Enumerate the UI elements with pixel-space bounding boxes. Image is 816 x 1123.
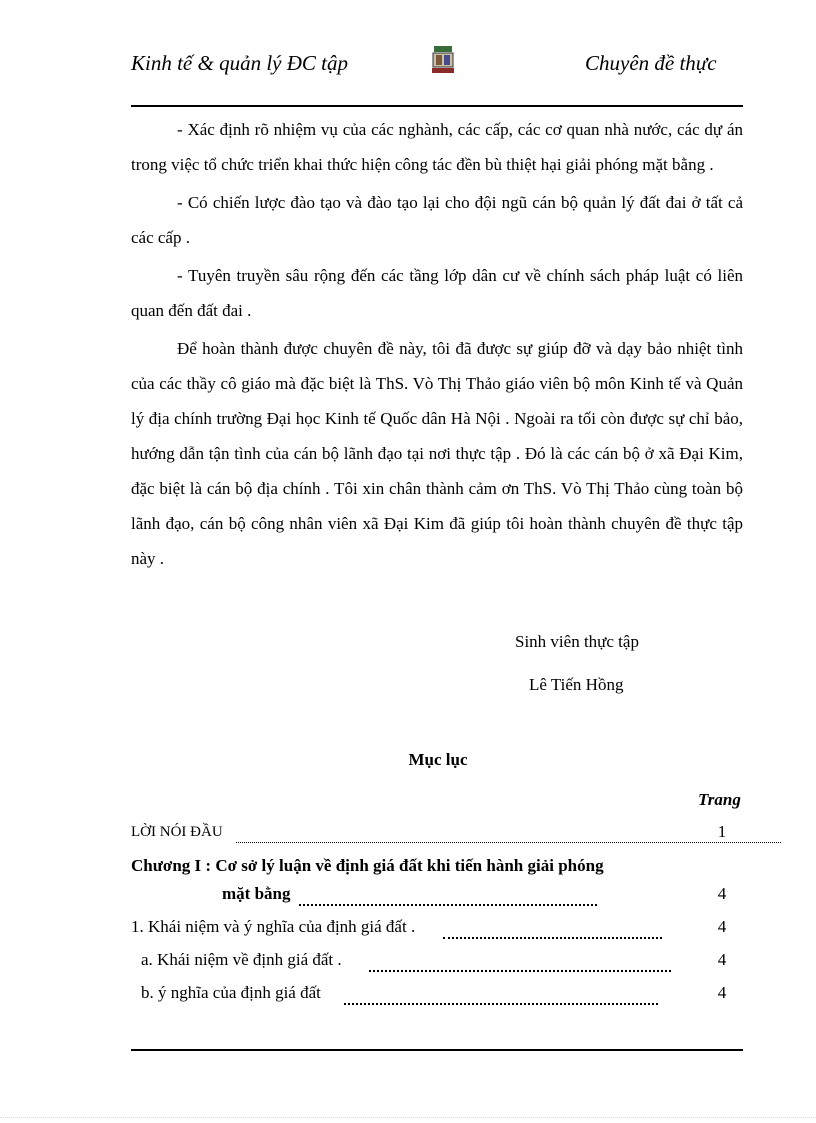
toc-leader-dots <box>299 884 597 906</box>
toc-entry-page: 4 <box>717 884 727 903</box>
header-rule <box>131 105 743 107</box>
toc-entry <box>131 856 743 880</box>
toc-entry <box>131 983 743 1007</box>
toc-leader-dots <box>236 822 781 843</box>
body-paragraph: - Xác định rõ nhiệm vụ của các nghành, các cấp, các cơ quan nhà nước, các dự án trong việc tổ chức triển khai thức hiện công tác đền bù thiệt hại giải phóng mặt bằng . <box>131 120 743 174</box>
toc-entry-page: 4 <box>717 917 727 936</box>
toc-entry-label: a. Khái niệm về định giá đất . <box>141 950 342 969</box>
toc-leader-dots <box>369 950 671 972</box>
body-section <box>131 112 743 576</box>
toc-entry-label-continuation: mặt bằng <box>222 884 291 903</box>
toc-entry-continuation <box>131 884 743 908</box>
body-paragraph: - Có chiến lược đào tạo và đào tạo lại cho đội ngũ cán bộ quản lý đất đai ở tất cả các cấp . <box>131 193 743 247</box>
toc-leader-dots <box>344 983 658 1005</box>
body-paragraph: - Tuyên truyền sâu rộng đến các tầng lớp dân cư về chính sách pháp luật có liên quan đến đất đai . <box>131 266 743 320</box>
toc-leader-dots <box>443 917 662 939</box>
toc-entry-label: 1. Khái niệm và ý nghĩa của định giá đất . <box>131 917 416 936</box>
toc-page-header: Trang <box>698 790 741 809</box>
toc-entry-label: b. ý nghĩa của định giá đất <box>141 983 321 1002</box>
toc-entry <box>131 822 743 846</box>
body-paragraph: Để hoàn thành được chuyên đề này, tôi đã được sự giúp đỡ và dạy bảo nhiệt tình của các thầy cô giáo mà đặc biệt là ThS. Vò Thị Thảo giáo viên bộ môn Kinh tế và Quản lý địa chính trường Đại học Kinh tế Quốc dân Hà Nội . Ngoài ra tối còn được sự chỉ bảo, hướng dẫn tận tình của cán bộ lãnh đạo tại nơi thực tập . Đó là các cán bộ ở xã Đại Kim, đặc biệt là cán bộ địa chính . Tôi xin chân thành cảm ơn ThS. Vò Thị Thảo cùng toàn bộ lãnh đạo, cán bộ công nhân viên xã Đại Kim đã giúp tôi hoàn thành chuyên đề thực tập này . <box>131 339 743 568</box>
footer-rule <box>131 1049 743 1051</box>
toc-entry-label: LỜI NÓI ĐẦU <box>131 824 223 840</box>
header-left-title: Kinh tế & quản lý ĐC tập <box>131 51 348 75</box>
toc-title: Mục lục <box>408 750 468 769</box>
toc-entry-page: 1 <box>717 822 727 841</box>
toc-entry-label: Chương I : Cơ sở lý luận về định giá đất khi tiến hành giải phóng <box>131 856 604 875</box>
header-right-title: Chuyên đề thực <box>585 51 717 75</box>
toc-entry-page: 4 <box>717 983 727 1002</box>
toc-entry <box>131 950 743 974</box>
toc-entry-page: 4 <box>717 950 727 969</box>
toc-entry <box>131 917 743 941</box>
signature-name: Lê Tiến Hồng <box>529 675 624 694</box>
book-emblem-icon <box>430 45 456 75</box>
page-edge-dots <box>0 1117 816 1120</box>
signature-role: Sinh viên thực tập <box>515 632 639 651</box>
